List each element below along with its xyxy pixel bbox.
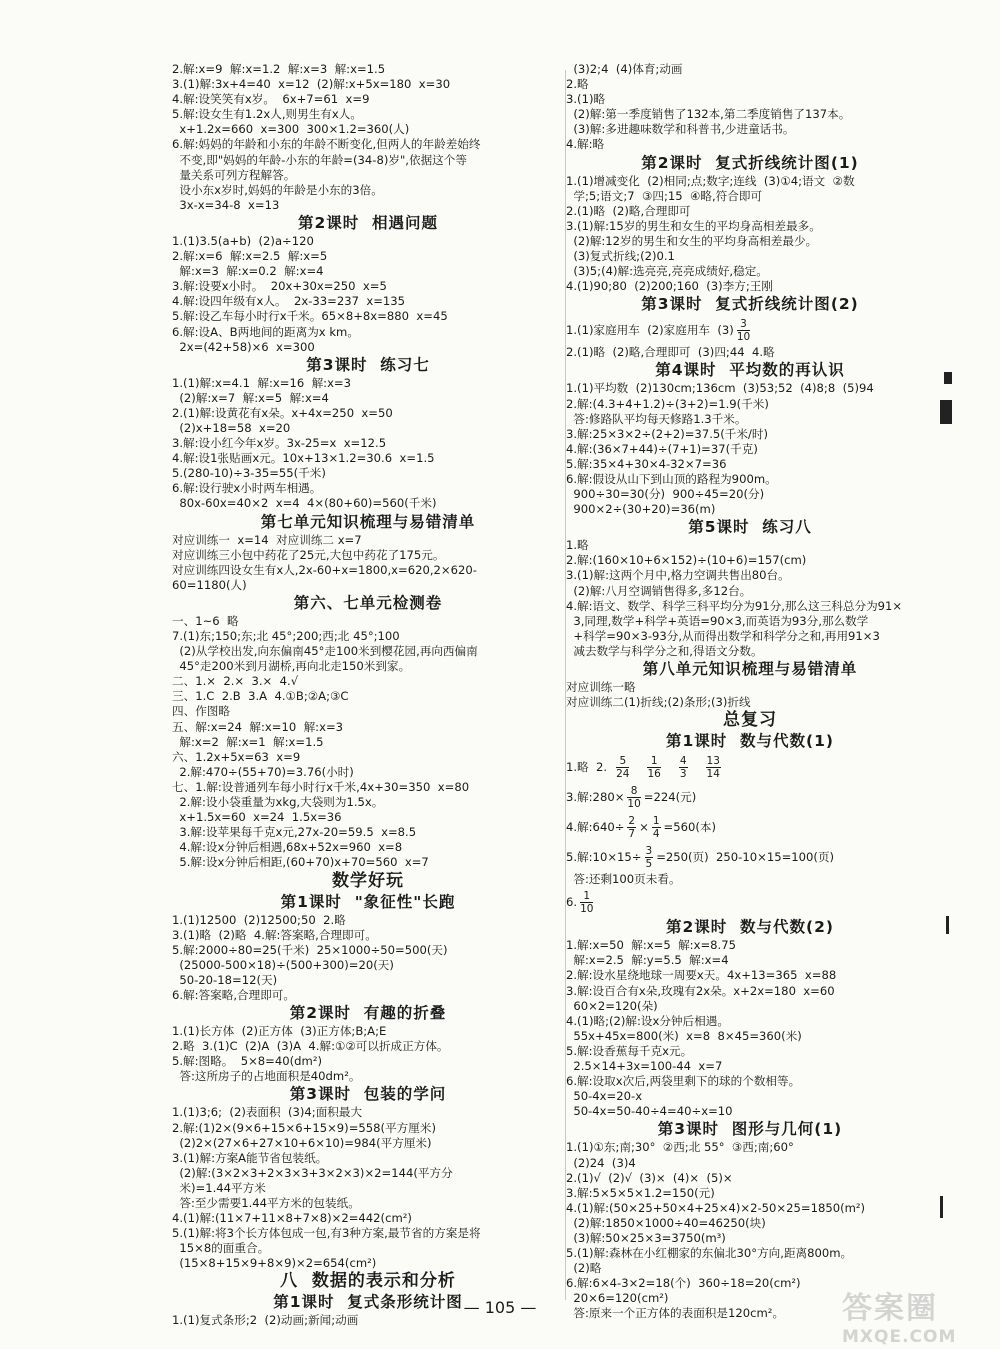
answer-line: 2.略 3.(1)C (2)A (3)A 4.解:①②可以折成正方体。	[172, 1039, 449, 1054]
fraction-numerator: 1	[647, 755, 660, 768]
section-heading: 第七单元知识梳理与易错清单	[260, 512, 476, 531]
answer-line: 对应训练一 x=14 对应训练二 x=7	[172, 532, 362, 547]
answer-line: (3)解:多进趣味数学和科普书,少进童话书。	[566, 122, 795, 137]
section-heading: 第1课时 数与代数(1)	[665, 732, 835, 751]
answer-line: 3.解:5×5×5×1.2=150(元)	[566, 1185, 715, 1200]
answer-line: 4.解:设四年级有x人。 2x-33=237 x=135	[172, 294, 406, 309]
answer-line: 答:还剩100页未看。	[566, 872, 681, 887]
answer-line: 4.解:(36×7+44)÷(7+1)=37(千克)	[566, 441, 758, 456]
answer-line: 900÷30=30(分) 900÷45=20(分)	[566, 487, 765, 502]
answer-line: 2.解:设水星绕地球一周要x天。4x+13=365 x=88	[566, 968, 837, 983]
answer-text: ×	[639, 820, 649, 835]
fraction-numerator: 8	[627, 785, 640, 798]
answer-line: (25000-500×18)÷(500+300)=20(天)	[172, 957, 394, 972]
answer-text: 3.解:280×	[566, 790, 625, 805]
page-number: — 105 —	[463, 1298, 537, 1317]
section-heading: 第5课时 练习八	[688, 518, 812, 537]
fraction	[647, 755, 660, 780]
answer-line: 2.5×14+3x=100-44 x=7	[566, 1059, 723, 1074]
answer-line: 四、作图略	[172, 704, 230, 719]
section-heading: 第2课时 有趣的折叠	[289, 1004, 447, 1023]
answer-line: 2.解:x=9 解:x=1.2 解:x=3 解:x=1.5	[172, 62, 386, 76]
answer-line: 5.解:图略。 5×8=40(dm²)	[172, 1054, 322, 1069]
fraction	[706, 755, 721, 780]
answer-text: =250(页) 250-10×15=100(页)	[656, 850, 835, 865]
answer-line: 5.解:35×4+30×4-32×7=36	[566, 456, 727, 471]
answer-line: 一、1~6 略	[172, 613, 239, 628]
answer-line: 3.(1)略 (2)略 4.解:答案略,合理即可。	[172, 927, 377, 942]
answer-line: (3)复式折线;(2)0.1	[566, 249, 675, 264]
fraction-numerator: 3	[737, 318, 750, 331]
answer-line: (2)2×(27×6+27×10+6×10)=984(平方厘米)	[172, 1135, 432, 1150]
answer-line: 学;5;语文;7 ③四;15 ④略,符合即可	[566, 188, 763, 203]
fraction	[627, 785, 640, 810]
fraction	[627, 815, 636, 840]
section-heading: 第六、七单元检测卷	[293, 593, 443, 612]
fraction-numerator: 13	[706, 755, 720, 768]
answer-line: 5.(1)解:将3个长方体包成一包,有3种方案,最节省的方案是将	[172, 1226, 481, 1241]
answer-line: (2)解:1850×1000÷40=46250(块)	[566, 1215, 766, 1230]
answer-line: 对应训练四设女生有x人,2x-60+x=1800,x=620,2×620-	[172, 562, 477, 577]
fraction	[645, 845, 654, 870]
answer-line: 七、1.解:设普通列车每小时行x千米,4x+30=350 x=80	[172, 779, 470, 794]
section-heading: 第3课时 图形与几何(1)	[657, 1120, 843, 1139]
answer-line: 对应训练一略	[566, 680, 636, 694]
fraction	[580, 890, 593, 915]
answer-text: 5.解:10×15÷	[566, 850, 642, 865]
answer-line: (2)解:八月空调销售得多,多12台。	[566, 583, 752, 598]
scan-speck	[940, 1196, 943, 1218]
answer-line: 2.(1)略 (2)略,合理即可	[566, 203, 691, 218]
answer-line: 2.解:(4.3+4+1.2)÷(3+2)=1.9(千米)	[566, 396, 769, 411]
answer-line: 2.(1)略 (2)略,合理即可 (3)四;44 4.略	[566, 345, 775, 360]
answer-line: 1.略	[566, 538, 589, 553]
answer-line: 解:x=3 解:x=0.2 解:x=4	[172, 264, 324, 279]
answer-line	[566, 752, 934, 782]
fraction-denominator: 10	[627, 798, 641, 811]
answer-line: 4.(1)90;80 (2)200;160 (3)李方;王刚	[566, 279, 773, 294]
answer-line: 解:x=2 解:x=1 解:x=1.5	[172, 734, 324, 749]
fraction-denominator: 10	[736, 331, 751, 344]
fraction	[652, 815, 661, 840]
section-heading: 第3课时 复式折线统计图(2)	[641, 295, 859, 314]
answer-text: 4.解:640÷	[566, 820, 625, 835]
answer-line: 答:这所房子的占地面积是40dm²。	[172, 1069, 361, 1084]
answer-line: 50-4x=50-40÷4=40÷x=10	[566, 1104, 733, 1119]
answer-line: 60=1180(人)	[172, 577, 247, 592]
answer-line: 3.解:设要x小时。 20x+30x=250 x=5	[172, 279, 387, 294]
scan-speck	[940, 400, 952, 424]
answer-line: 5.(280-10)÷3-35=55(千米)	[172, 466, 326, 481]
watermark-title: 答案圈	[842, 1291, 938, 1326]
answer-line: 5.解:设x分钟后相距,(60+70)x+70=560 x=7	[172, 855, 429, 870]
answer-line: 4.解:设笑笑有x岁。 6x+7=61 x=9	[172, 92, 370, 107]
answer-line: 2.略	[566, 77, 589, 92]
answer-line: 答:原来一个正方体的表面积是120cm²。	[566, 1306, 785, 1321]
section-heading: 第4课时 平均数的再认识	[655, 361, 845, 380]
answer-line	[566, 887, 934, 917]
fraction	[616, 755, 629, 780]
section-heading: 第3课时 练习七	[306, 355, 430, 374]
answer-line: 量关系可列方程解答。	[172, 167, 296, 182]
fraction-numerator: 2	[628, 815, 636, 828]
answer-line: 4.解:语文、数学、科学三科平均分为91分,那么这三科总分为91×	[566, 598, 903, 613]
answer-line: 3.解:设苹果每千克x元,27x-20=59.5 x=8.5	[172, 825, 417, 840]
fraction-numerator: 5	[616, 755, 629, 768]
answer-line: 米)=1.44平方米	[172, 1180, 266, 1195]
answer-line: 对应训练二(1)折线;(2)条形;(3)折线	[566, 695, 751, 710]
answer-line: 不变,即"妈妈的年龄-小东的年龄=(34-8)岁",依据这个等	[172, 152, 467, 167]
fraction-numerator: 1	[652, 815, 660, 828]
answer-line: (2)解:第一季度销售了132本,第二季度销售了137本。	[566, 107, 851, 122]
answer-line: 解:x=2.5 解:y=5.5 解:x=4	[566, 953, 729, 968]
fraction-denominator: 14	[706, 768, 720, 781]
answer-line: (2)解:12岁的男生和女生的平均身高相差最少。	[566, 233, 818, 248]
answer-line: 4.(1)解:(50×25+50×4+25×4)×2-50×25=1850(m²)	[566, 1200, 866, 1215]
fraction-numerator: 3	[645, 845, 653, 858]
answer-line: 80x-60x=40×2 x=4 4×(80+60)=560(千米)	[172, 496, 437, 511]
fraction-denominator: 10	[580, 903, 594, 916]
answer-text: 6.	[566, 895, 578, 910]
answer-line: 1.(1)长方体 (2)正方体 (3)正方体;B;A;E	[172, 1024, 387, 1039]
fraction-numerator: 1	[580, 890, 593, 903]
answer-line: 55x+45x=800(米) x=8 8×45=360(米)	[566, 1028, 802, 1043]
answer-line: 3x-x=34-8 x=13	[172, 197, 280, 212]
answer-line: 5.解:设香蕉每千克x元。	[566, 1043, 693, 1058]
answer-line: 三、1.C 2.B 3.A 4.①B;②A;③C	[172, 689, 349, 704]
section-heading: 第2课时 相遇问题	[297, 213, 439, 232]
answer-line: 4.解:设1张贴画x元。10x+13×1.2=30.6 x=1.5	[172, 451, 435, 466]
answer-line: 900×2÷(30+20)=36(m)	[566, 502, 716, 517]
answer-line: 1.(1)①东;南;30° ②西;北 55° ③西;南;60°	[566, 1140, 794, 1155]
answer-line: 5.(1)解:森林在小红棚家的东偏北30°方向,距离800m。	[566, 1246, 853, 1261]
answer-line: (3)5;(4)解:选亮亮,亮亮成绩好,稳定。	[566, 264, 768, 279]
answer-line: (2)从学校出发,向东偏南45°走100米到樱花园,再向西偏南	[172, 644, 478, 659]
answer-line	[566, 782, 934, 812]
answer-line: 5.解:设乙车每小时行x千米。65×8+8x=880 x=45	[172, 309, 448, 324]
section-heading: 八 数据的表示和分析	[280, 1271, 456, 1292]
scan-speck	[946, 916, 949, 934]
answer-line: 设小东x岁时,妈妈的年龄是小东的3倍。	[172, 182, 383, 197]
answer-line: 1.(1)3;6; (2)表面积 (3)4;面积最大	[172, 1105, 363, 1120]
answer-line: 3.(1)解:方案A能节省包装纸。	[172, 1150, 328, 1165]
answer-line: 六、1.2x+5x=63 x=9	[172, 749, 301, 764]
answer-line: 6.解:答案略,合理即可。	[172, 987, 295, 1002]
answer-line: 对应训练三小包中药花了25元,大包中药花了175元。	[172, 547, 445, 562]
section-heading: 第2课时 数与代数(2)	[665, 918, 835, 937]
scan-speck	[944, 372, 952, 384]
answer-line: 1.(1)12500 (2)12500;50 2.略	[172, 912, 346, 927]
section-heading: 第3课时 包装的学问	[289, 1085, 447, 1104]
answer-line: 2.(1)√ (2)√ (3)× (4)× (5)×	[566, 1170, 733, 1185]
answer-line: 6.解:6×4-3×2=18(个) 360÷18=20(cm²)	[566, 1276, 801, 1291]
answer-line: 减去数学与科学分之和,得语文分数。	[566, 643, 763, 658]
fraction-numerator: 4	[679, 755, 687, 768]
answer-line: +科学=90×3-93分,从而得出数学和科学分之和,再用91×3	[566, 628, 880, 643]
section-heading: 第2课时 复式折线统计图(1)	[641, 153, 859, 172]
answer-line: 4.(1)解:(11×7+11×8+7×8)×2=442(cm²)	[172, 1211, 412, 1226]
answer-line: (2)解:(3×2×3+2×3×3+3×2×3)×2=144(平方分	[172, 1165, 453, 1180]
fraction-denominator: 4	[652, 828, 660, 841]
answer-line: 答:至少需要1.44平方米的包装纸。	[172, 1196, 360, 1210]
answer-line: 4.解:设x分钟后相遇,68x+52x=960 x=8	[172, 840, 403, 855]
answer-line: 5.解:2000÷80=25(千米) 25×1000÷50=500(天)	[172, 942, 448, 957]
section-heading: 数学好玩	[332, 870, 404, 891]
fraction-denominator: 7	[628, 828, 636, 841]
answer-line: 50-20-18=12(天)	[172, 972, 278, 987]
watermark-url: MXQE.COM	[842, 1327, 957, 1347]
answer-line: 60×2=120(朵)	[566, 998, 658, 1013]
answer-line: (2)解:x=7 解:x=5 解:x=4	[172, 390, 329, 405]
answer-line: 1.(1)3.5(a+b) (2)a÷120	[172, 233, 314, 248]
fraction	[679, 755, 688, 780]
right-column	[566, 62, 934, 1322]
answer-line: 7.(1)东;150;东;北 45°;200;西;北 45°;100	[172, 629, 400, 643]
answer-text: =560(本)	[663, 820, 716, 835]
answer-line: 4.解:略	[566, 137, 605, 152]
answer-line	[566, 842, 934, 872]
answer-line: 6.解:妈妈的年龄和小东的年龄不断变化,但两人的年龄差始终	[172, 137, 481, 152]
section-heading: 第1课时 复式条形统计图	[273, 1293, 463, 1312]
answer-text: =224(元)	[643, 790, 697, 805]
answer-line: 5.解:设女生有1.2x人,则男生有x人。	[172, 107, 362, 122]
answer-line: 50-4x=20-x	[566, 1089, 643, 1104]
answer-line: 2.解:470÷(55+70)=3.76(小时)	[172, 764, 354, 779]
answer-line: 45°走200米到月湖桥,再向北走150米到家。	[172, 659, 411, 674]
answer-line: (2)24 (3)4	[566, 1155, 636, 1170]
answer-line: 3.(1)解:这两个月中,格力空调共售出80台。	[566, 568, 790, 583]
answer-line: 3.(1)解:15岁的男生和女生的平均身高相差最多。	[566, 218, 821, 233]
answer-line: 1.(1)增减变化 (2)相同;点;数字;连线 (3)①4;语文 ②数	[566, 173, 855, 188]
answer-line: 2.(1)解:设黄花有x朵。x+4x=250 x=50	[172, 405, 393, 420]
answer-line: 五、解:x=24 解:x=10 解:x=3	[172, 719, 344, 734]
answer-line: (3)解:50×25×3=3750(m³)	[566, 1230, 726, 1245]
answer-line: 答:修路队平均每天修路1.3千米。	[566, 411, 747, 426]
answer-line: 3.解:25×3×2÷(2+2)=37.5(千米/时)	[566, 426, 768, 441]
watermark-logo	[842, 1283, 992, 1347]
answer-line: 20×6=120(cm²)	[566, 1291, 669, 1306]
answer-line: 2.解:(160×10+6×152)÷(10+6)=157(cm)	[566, 553, 807, 568]
answer-line: x+1.5x=60 x=24 1.5x=36	[172, 810, 342, 825]
answer-text: 1.略 2.	[566, 760, 608, 775]
fraction-denominator: 24	[616, 768, 630, 781]
answer-line: (2)略	[566, 1261, 602, 1276]
answer-text: 1.(1)家庭用车 (2)家庭用车 (3)	[566, 323, 734, 338]
answer-line: (15×8+15×9+8×9)×2=654(cm²)	[172, 1256, 377, 1271]
answer-line: 1.(1)平均数 (2)130cm;136cm (3)53;52 (4)8;8 (5)94	[566, 381, 874, 396]
answer-line: 二、1.× 2.× 3.× 4.√	[172, 674, 299, 689]
answer-line: 3.(1)解:3x+4=40 x=12 (2)解:x+5x=180 x=30	[172, 77, 451, 92]
answer-line: (2)x+18=58 x=20	[172, 420, 291, 435]
answer-line: 2.解:x=6 解:x=2.5 解:x=5	[172, 249, 328, 264]
section-heading: 总复习	[723, 710, 777, 731]
section-heading: 第八单元知识梳理与易错清单	[642, 660, 858, 678]
left-column	[172, 62, 564, 1329]
answer-line: 15×8的面重合。	[172, 1241, 270, 1256]
answer-line: (3)2;4 (4)体育;动画	[566, 62, 683, 76]
answer-line: x+1.2x=660 x=300 300×1.2=360(人)	[172, 122, 410, 137]
answer-line: 1.解:x=50 解:x=5 解:x=8.75	[566, 938, 736, 953]
answer-line: 6.解:假设从山下到山顶的路程为900m。	[566, 471, 777, 486]
answer-line: 2x=(42+58)×6 x=300	[172, 339, 315, 354]
answer-line: 3.(1)略	[566, 92, 606, 107]
answer-line: 4.(1)略;(2)解:设x分钟后相遇。	[566, 1013, 729, 1028]
answer-line: 2.解:(1)2×(9×6+15×6+15×9)=558(平方厘米)	[172, 1120, 436, 1135]
answer-line: 6.解:设取x次后,两袋里剩下的球的个数相等。	[566, 1074, 801, 1089]
answer-line: 1.(1)复式条形;2 (2)动画;新闻;动画	[172, 1313, 359, 1328]
answer-line: 3.解:设百合有x朵,玫瑰有2x朵。x+2x=180 x=60	[566, 983, 835, 998]
answer-line: 1.(1)解:x=4.1 解:x=16 解:x=3	[172, 375, 352, 390]
fraction-denominator: 5	[645, 858, 653, 871]
section-heading: 第1课时 "象征性"长跑	[280, 892, 456, 911]
fraction	[737, 318, 750, 343]
answer-line: 6.解:设A、B两地间的距离为x km。	[172, 324, 359, 339]
answer-line: 2.解:设小袋重量为xkg,大袋则为1.5x。	[172, 795, 384, 810]
answer-line: 3,同理,数学+科学+英语=90×3,而英语为93分,那么数学	[566, 613, 869, 628]
answer-line	[566, 812, 934, 842]
answer-line: 3.解:设小红今年x岁。3x-25=x x=12.5	[172, 436, 387, 451]
answer-line	[566, 315, 934, 345]
answer-line: 6.解:设行驶x小时两车相遇。	[172, 481, 322, 496]
fraction-denominator: 16	[647, 768, 661, 781]
fraction-denominator: 3	[679, 768, 687, 781]
